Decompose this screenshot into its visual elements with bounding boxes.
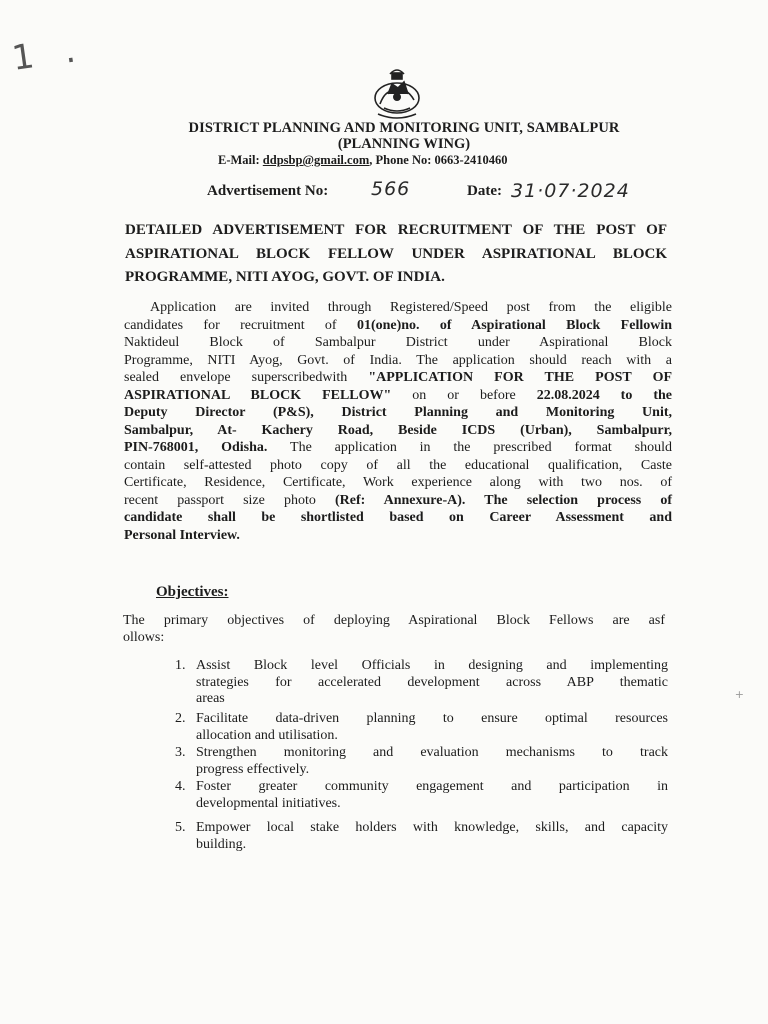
body-line: contain self-attested photo copy of all the educational qualification, Caste [124,457,672,473]
list-item-text: Empower local stake holders with knowledge, skills, and capacity building. [196,820,668,852]
phone-number: 0663-2410460 [434,153,508,167]
scan-speck-mark: + [734,688,744,701]
contact-line [218,153,507,168]
header-org-name: DISTRICT PLANNING AND MONITORING UNIT, SAMBALPUR [188,120,620,136]
intro-line: The primary objectives of deploying Aspirational Block Fellows are asf [123,613,665,628]
state-emblem-icon [366,64,428,122]
list-item-text: Facilitate data-driven planning to ensure optimal resources allocation and utilisation. [196,711,668,743]
objectives-heading: Objectives: [156,584,229,600]
body-paragraph [124,299,672,544]
list-item-number: 2. [175,711,186,726]
body-line: Sambalpur, At- Kachery Road, Beside ICDS (Urban), Sambalpurr, [124,422,672,438]
body-line: Programme, NITI Ayog, Govt. of India. The application should reach with a [124,352,672,368]
objectives-intro [123,612,665,646]
body-line: Naktideul Block of Sambalpur District under Aspirational Block [124,335,672,350]
handwritten-corner-mark: 1 . [9,29,88,79]
body-line: Certificate, Residence, Certificate, Work experience along with two nos. of [124,475,672,490]
date-label: Date: [467,183,502,199]
list-item-number: 4. [175,779,186,794]
title-line: DETAILED ADVERTISEMENT FOR RECRUITMENT OF THE POST OF [125,222,667,238]
list-item-text: Strengthen monitoring and evaluation mechanisms to track progress effectively. [196,745,668,777]
body-line: Application are invited through Registered/Speed post from the eligible [150,300,672,315]
header-wing: (PLANNING WING) [337,136,471,152]
date-value: 31·07·2024 [511,180,630,202]
body-line: sealed envelope superscribedwith "APPLICATION FOR THE POST OF [124,370,673,385]
body-line: candidates for recruitment of 01(one)no. of Aspirational Block Fellowin [124,317,673,333]
advertisement-title [125,219,667,290]
list-item-number: 3. [175,745,186,760]
title-line: PROGRAMME, NITI AYOG, GOVT. OF INDIA. [125,269,445,285]
email-link[interactable]: ddpsbp@gmail.com [262,153,370,167]
title-line: ASPIRATIONAL BLOCK FELLOW UNDER ASPIRATIONAL BLOCK [125,245,667,262]
advertisement-no-value: 566 [371,178,411,200]
phone-label: , Phone No: [369,153,435,167]
intro-line: ollows: [123,630,165,645]
body-line: Deputy Director (P&S), District Planning and Monitoring Unit, [124,405,672,420]
body-line: Personal Interview. [124,527,240,543]
body-line: ASPIRATIONAL BLOCK FELLOW" on or before 22.08.2024 to the [124,387,672,403]
body-line: recent passport size photo (Ref: Annexure-A). The selection process of [124,492,672,508]
email-label: E-Mail: [218,153,263,167]
list-item-number: 5. [175,820,186,835]
advertisement-no-label: Advertisement No: [207,183,329,199]
body-line: PIN-768001, Odisha. The application in the prescribed format should [124,440,672,455]
list-item-text: Foster greater community engagement and participation in developmental initiatives. [196,779,668,811]
body-line: candidate shall be shortlisted based on Career Assessment and [124,510,672,525]
list-item-text: Assist Block level Officials in designing and implementing strategies for accelerated development across ABP thematic areas [196,658,668,706]
list-item-number: 1. [175,658,186,673]
